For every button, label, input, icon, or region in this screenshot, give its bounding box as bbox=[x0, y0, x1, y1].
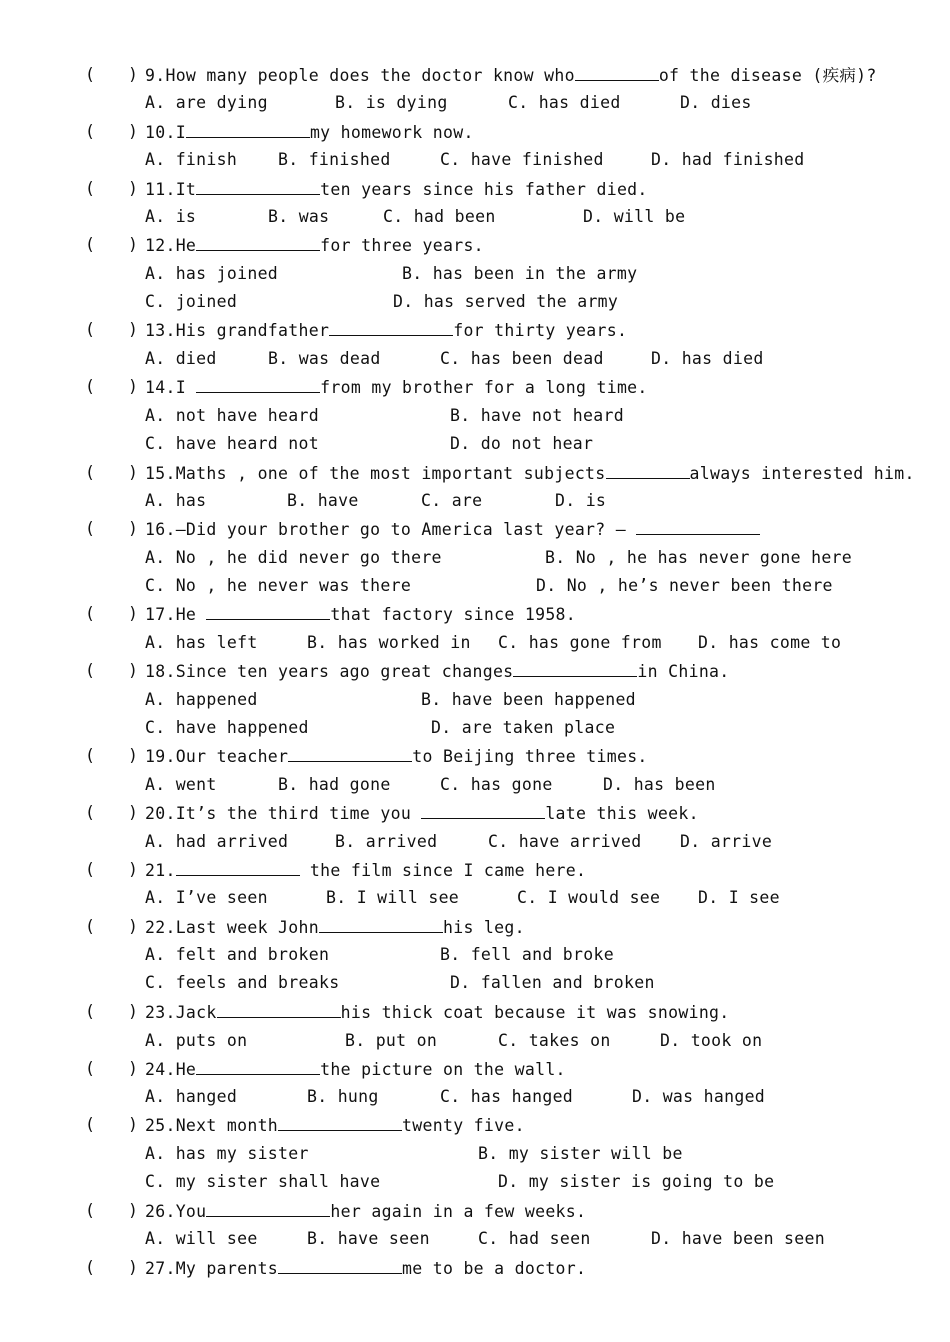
question-number: 21. bbox=[145, 861, 176, 880]
stem-text-before: It bbox=[175, 180, 197, 199]
question-number: 14. bbox=[145, 378, 176, 397]
answer-option[interactable]: C. feels and breaks bbox=[145, 973, 340, 992]
answer-paren-open: ( bbox=[85, 320, 96, 339]
answer-option[interactable]: A. hanged bbox=[145, 1087, 238, 1106]
stem-text-after: for three years. bbox=[320, 236, 484, 255]
answer-option[interactable]: C. has gone from bbox=[498, 633, 662, 652]
answer-option[interactable]: D. No , he’s never been there bbox=[536, 576, 833, 595]
answer-option[interactable]: D. was hanged bbox=[632, 1087, 766, 1106]
answer-option[interactable]: A. No , he did never go there bbox=[145, 548, 442, 567]
stem-text-after: for thirty years. bbox=[453, 321, 628, 340]
question-number: 17. bbox=[145, 605, 176, 624]
question-number: 26. bbox=[145, 1202, 176, 1221]
stem-text-after: the film since I came here. bbox=[299, 861, 587, 880]
stem-text-before: Since ten years ago great changes bbox=[175, 662, 514, 681]
stem-text-after: in China. bbox=[637, 662, 730, 681]
answer-option[interactable]: B. have seen bbox=[307, 1229, 430, 1248]
answer-option[interactable]: C. has gone bbox=[440, 775, 553, 794]
answer-option[interactable]: C. had been bbox=[383, 207, 496, 226]
answer-option[interactable]: C. have arrived bbox=[488, 832, 642, 851]
question-number: 11. bbox=[145, 180, 176, 199]
stem-text-before: Our teacher bbox=[175, 747, 289, 766]
stem-text-after: my homework now. bbox=[309, 123, 474, 142]
answer-option[interactable]: C. joined bbox=[145, 292, 238, 311]
answer-paren-open: ( bbox=[85, 463, 96, 482]
question-stem bbox=[145, 318, 627, 342]
answer-option[interactable]: A. finish bbox=[145, 150, 238, 169]
answer-paren-open: ( bbox=[85, 661, 96, 680]
answer-paren-close: ) bbox=[128, 122, 139, 141]
answer-blank[interactable] bbox=[606, 461, 690, 479]
answer-option[interactable]: A. has joined bbox=[145, 264, 279, 283]
answer-paren-open: ( bbox=[85, 1258, 96, 1277]
answer-option[interactable]: B. fell and broke bbox=[440, 945, 614, 964]
answer-option[interactable]: B. put on bbox=[345, 1031, 438, 1050]
answer-option[interactable]: A. puts on bbox=[145, 1031, 248, 1050]
answer-option[interactable]: D. arrive bbox=[680, 832, 773, 851]
answer-blank[interactable] bbox=[196, 1057, 320, 1075]
stem-text-after: the picture on the wall. bbox=[320, 1060, 566, 1079]
answer-option[interactable]: B. arrived bbox=[335, 832, 438, 851]
answer-paren-open: ( bbox=[85, 1201, 96, 1220]
question-stem bbox=[145, 801, 699, 825]
stem-text-before: You bbox=[175, 1202, 207, 1221]
question-stem bbox=[145, 1256, 586, 1280]
answer-option[interactable]: C. have heard not bbox=[145, 434, 319, 453]
answer-option[interactable]: D. is bbox=[555, 491, 607, 510]
answer-paren-close: ) bbox=[128, 746, 139, 765]
answer-blank[interactable] bbox=[329, 318, 453, 336]
answer-option[interactable]: A. went bbox=[145, 775, 217, 794]
answer-paren-open: ( bbox=[85, 746, 96, 765]
answer-paren-close: ) bbox=[128, 235, 139, 254]
question-stem bbox=[145, 744, 648, 768]
answer-paren-close: ) bbox=[128, 377, 139, 396]
stem-text-after: that factory since 1958. bbox=[330, 605, 577, 624]
answer-paren-close: ) bbox=[128, 1201, 139, 1220]
answer-option[interactable]: A. has my sister bbox=[145, 1144, 309, 1163]
answer-option[interactable]: D. fallen and broken bbox=[450, 973, 655, 992]
answer-option[interactable]: A. will see bbox=[145, 1229, 258, 1248]
answer-paren-open: ( bbox=[85, 1059, 96, 1078]
answer-paren-open: ( bbox=[85, 860, 96, 879]
answer-paren-close: ) bbox=[128, 860, 139, 879]
question-stem bbox=[145, 858, 586, 882]
question-number: 23. bbox=[145, 1003, 176, 1022]
answer-blank[interactable] bbox=[196, 375, 320, 393]
answer-paren-close: ) bbox=[128, 661, 139, 680]
answer-option[interactable]: C. are bbox=[421, 491, 483, 510]
question-number: 10. bbox=[145, 123, 176, 142]
question-stem bbox=[145, 63, 877, 87]
answer-blank[interactable] bbox=[288, 744, 412, 762]
answer-paren-close: ) bbox=[128, 803, 139, 822]
stem-text-after: his thick coat because it was snowing. bbox=[340, 1003, 730, 1022]
answer-option[interactable]: A. happened bbox=[145, 690, 258, 709]
answer-option[interactable]: A. has left bbox=[145, 633, 258, 652]
stem-text-before: —Did your brother go to America last year? — bbox=[175, 520, 637, 539]
question-stem bbox=[145, 1113, 525, 1137]
stem-text-after: late this week. bbox=[545, 804, 699, 823]
question-number: 25. bbox=[145, 1116, 176, 1135]
question-stem bbox=[145, 1000, 730, 1024]
question-number: 24. bbox=[145, 1060, 176, 1079]
answer-paren-open: ( bbox=[85, 235, 96, 254]
answer-blank[interactable] bbox=[196, 233, 320, 251]
question-number: 18. bbox=[145, 662, 176, 681]
answer-paren-open: ( bbox=[85, 122, 96, 141]
answer-option[interactable]: C. I would see bbox=[517, 888, 661, 907]
answer-blank[interactable] bbox=[217, 1000, 341, 1018]
answer-paren-open: ( bbox=[85, 1115, 96, 1134]
stem-text-before: I bbox=[175, 378, 197, 397]
answer-option[interactable]: C. has been dead bbox=[440, 349, 604, 368]
stem-text-before: Maths , one of the most important subjects bbox=[175, 464, 606, 483]
answer-option[interactable]: C. takes on bbox=[498, 1031, 611, 1050]
answer-option[interactable]: A. died bbox=[145, 349, 217, 368]
answer-paren-close: ) bbox=[128, 1002, 139, 1021]
question-stem bbox=[145, 659, 730, 683]
question-number: 22. bbox=[145, 918, 176, 937]
answer-option[interactable]: A. are dying bbox=[145, 93, 268, 112]
question-number: 13. bbox=[145, 321, 176, 340]
question-stem bbox=[145, 177, 648, 201]
answer-option[interactable]: B. was bbox=[268, 207, 330, 226]
question-number: 9. bbox=[145, 66, 166, 85]
answer-option[interactable]: D. took on bbox=[660, 1031, 763, 1050]
answer-option[interactable]: B. was dead bbox=[268, 349, 381, 368]
answer-blank[interactable] bbox=[513, 659, 637, 677]
stem-text-after: of the disease (疾病)? bbox=[658, 66, 877, 85]
answer-blank[interactable] bbox=[319, 915, 443, 933]
answer-blank[interactable] bbox=[176, 858, 300, 876]
answer-paren-close: ) bbox=[128, 604, 139, 623]
question-number: 20. bbox=[145, 804, 176, 823]
answer-option[interactable]: A. has bbox=[145, 491, 207, 510]
question-stem bbox=[145, 517, 760, 541]
answer-option[interactable]: B. have not heard bbox=[450, 406, 624, 425]
answer-option[interactable]: A. I’ve seen bbox=[145, 888, 268, 907]
answer-option[interactable]: C. has hanged bbox=[440, 1087, 574, 1106]
answer-option[interactable]: C. have happened bbox=[145, 718, 309, 737]
answer-option[interactable]: B. finished bbox=[278, 150, 391, 169]
answer-option[interactable]: D. will be bbox=[583, 207, 686, 226]
answer-blank[interactable] bbox=[196, 177, 320, 195]
answer-blank[interactable] bbox=[278, 1256, 402, 1274]
stem-text-before: Next month bbox=[175, 1116, 279, 1135]
answer-option[interactable]: A. had arrived bbox=[145, 832, 289, 851]
answer-paren-open: ( bbox=[85, 377, 96, 396]
question-stem bbox=[145, 915, 525, 939]
answer-paren-close: ) bbox=[128, 1115, 139, 1134]
answer-option[interactable]: D. have been seen bbox=[651, 1229, 825, 1248]
answer-option[interactable]: A. felt and broken bbox=[145, 945, 330, 964]
stem-text-after: his leg. bbox=[442, 918, 525, 937]
answer-option[interactable]: B. is dying bbox=[335, 93, 448, 112]
answer-option[interactable]: D. dies bbox=[680, 93, 752, 112]
answer-option[interactable]: B. No , he has never gone here bbox=[545, 548, 853, 567]
answer-option[interactable]: B. has worked in bbox=[307, 633, 471, 652]
answer-option[interactable]: C. has died bbox=[508, 93, 621, 112]
answer-option[interactable]: C. my sister shall have bbox=[145, 1172, 381, 1191]
stem-text-after: twenty five. bbox=[402, 1116, 525, 1135]
stem-text-before: He bbox=[175, 1060, 197, 1079]
stem-text-before: Jack bbox=[175, 1003, 217, 1022]
answer-option[interactable]: A. is bbox=[145, 207, 197, 226]
question-number: 19. bbox=[145, 747, 176, 766]
question-number: 15. bbox=[145, 464, 176, 483]
question-number: 16. bbox=[145, 520, 176, 539]
question-stem bbox=[145, 461, 915, 485]
answer-option[interactable]: B. has been in the army bbox=[402, 264, 638, 283]
answer-blank[interactable] bbox=[636, 517, 760, 535]
stem-text-after: ten years since his father died. bbox=[320, 180, 648, 199]
answer-option[interactable]: D. do not hear bbox=[450, 434, 594, 453]
answer-blank[interactable] bbox=[575, 63, 659, 81]
answer-option[interactable]: D. has come to bbox=[698, 633, 842, 652]
answer-option[interactable]: B. I will see bbox=[326, 888, 460, 907]
answer-option[interactable]: C. have finished bbox=[440, 150, 604, 169]
stem-text-after: to Beijing three times. bbox=[412, 747, 648, 766]
answer-paren-close: ) bbox=[128, 917, 139, 936]
answer-paren-close: ) bbox=[128, 1258, 139, 1277]
answer-option[interactable]: B. had gone bbox=[278, 775, 391, 794]
stem-text-before: How many people does the doctor know who bbox=[165, 66, 575, 85]
answer-option[interactable]: C. had seen bbox=[478, 1229, 591, 1248]
answer-option[interactable]: B. hung bbox=[307, 1087, 379, 1106]
question-stem bbox=[145, 1057, 566, 1081]
stem-text-before: His grandfather bbox=[175, 321, 330, 340]
answer-paren-open: ( bbox=[85, 604, 96, 623]
answer-paren-close: ) bbox=[128, 65, 139, 84]
answer-option[interactable]: B. my sister will be bbox=[478, 1144, 683, 1163]
stem-text-after: always interested him. bbox=[689, 464, 915, 483]
answer-blank[interactable] bbox=[421, 801, 545, 819]
answer-option[interactable]: D. I see bbox=[698, 888, 780, 907]
question-stem bbox=[145, 1199, 586, 1223]
answer-option[interactable]: C. No , he never was there bbox=[145, 576, 412, 595]
answer-paren-open: ( bbox=[85, 179, 96, 198]
question-stem bbox=[145, 233, 484, 257]
question-stem bbox=[145, 120, 474, 144]
answer-option[interactable]: D. had finished bbox=[651, 150, 805, 169]
answer-paren-open: ( bbox=[85, 803, 96, 822]
answer-option[interactable]: D. has died bbox=[651, 349, 764, 368]
answer-option[interactable]: D. has served the army bbox=[393, 292, 619, 311]
answer-paren-open: ( bbox=[85, 65, 96, 84]
answer-option[interactable]: D. are taken place bbox=[431, 718, 616, 737]
stem-text-before: Last week John bbox=[175, 918, 319, 937]
answer-blank[interactable] bbox=[206, 1199, 330, 1217]
stem-text-before: My parents bbox=[175, 1259, 279, 1278]
stem-text-after: her again in a few weeks. bbox=[330, 1202, 587, 1221]
question-stem bbox=[145, 375, 648, 399]
answer-option[interactable]: D. my sister is going to be bbox=[498, 1172, 775, 1191]
answer-paren-open: ( bbox=[85, 519, 96, 538]
answer-paren-close: ) bbox=[128, 320, 139, 339]
answer-option[interactable]: D. has been bbox=[603, 775, 716, 794]
answer-paren-close: ) bbox=[128, 463, 139, 482]
question-stem bbox=[145, 602, 576, 626]
stem-text-before: He bbox=[175, 605, 207, 624]
answer-blank[interactable] bbox=[206, 602, 330, 620]
stem-text-after: me to be a doctor. bbox=[402, 1259, 587, 1278]
stem-text-before: I bbox=[175, 123, 186, 142]
answer-option[interactable]: A. not have heard bbox=[145, 406, 319, 425]
answer-paren-close: ) bbox=[128, 519, 139, 538]
answer-blank[interactable] bbox=[186, 120, 310, 138]
stem-text-before: He bbox=[175, 236, 197, 255]
answer-blank[interactable] bbox=[278, 1113, 402, 1131]
answer-option[interactable]: B. have bbox=[287, 491, 359, 510]
question-number: 12. bbox=[145, 236, 176, 255]
answer-paren-close: ) bbox=[128, 1059, 139, 1078]
answer-paren-open: ( bbox=[85, 1002, 96, 1021]
question-number: 27. bbox=[145, 1259, 176, 1278]
answer-option[interactable]: B. have been happened bbox=[421, 690, 636, 709]
answer-paren-open: ( bbox=[85, 917, 96, 936]
stem-text-after: from my brother for a long time. bbox=[320, 378, 648, 397]
answer-paren-close: ) bbox=[128, 179, 139, 198]
stem-text-before: It’s the third time you bbox=[175, 804, 422, 823]
